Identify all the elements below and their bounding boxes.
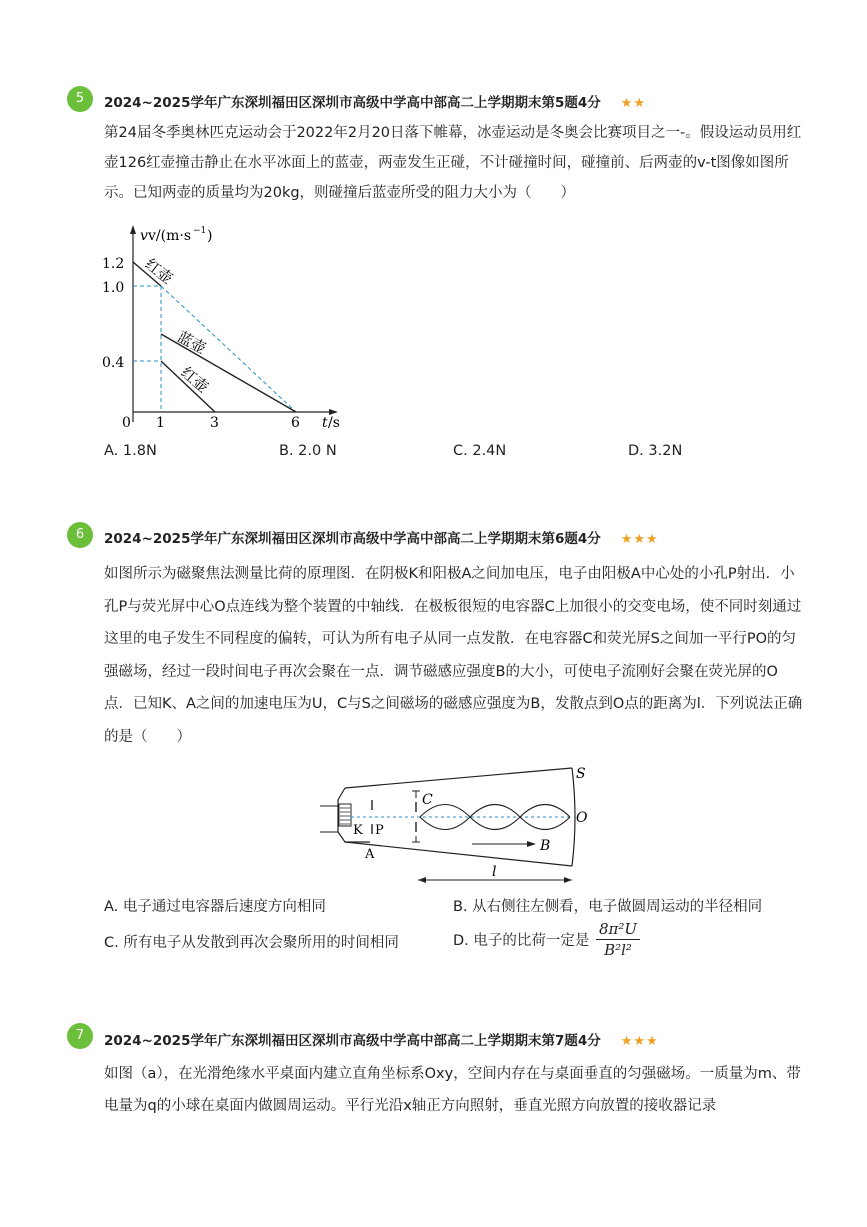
label-P: P xyxy=(375,823,384,838)
question-source: 2024~2025学年广东深圳福田区深圳市高级中学高中部高二上学期期末第5题4分 xyxy=(104,95,601,111)
blue-stone-label: 蓝壶 xyxy=(174,327,210,358)
question-number-badge: 5 xyxy=(67,86,93,112)
question-header xyxy=(104,1029,659,1049)
question-number-badge: 6 xyxy=(67,522,93,548)
y-axis-exponent: −1 xyxy=(193,226,207,236)
vt-graph-figure xyxy=(100,222,350,440)
svg-text:v: v xyxy=(140,228,148,244)
question-text: 如图所示为磁聚焦法测量比荷的原理图．在阴极K和阳极A之间加电压，电子由阳极A中心处的小孔P射出．小孔P与荧光屏中心O点连线为整个装置的中轴线．在极板很短的电容器C上加很小的交变电场，使不同时刻通过这里的电子发生不同程度的偏转，可认为所有电子从同一点发散．在电容器C和荧光屏S之间加一平行PO的匀强磁场，经过一段时间电子再次会聚在一点．调节磁感应强度B的大小，可使电子流刚好会聚在荧光屏的O点．已知K、A之间的加速电压为U，C与S之间磁场的磁感应强度为B，发散点到O点的距离为l．下列说法正确的是（ ） xyxy=(104,566,803,745)
question-number-badge: 7 xyxy=(67,1023,93,1049)
origin-label: 0 xyxy=(122,415,131,431)
label-S: S xyxy=(576,766,586,782)
red-stone-label-2: 红壶 xyxy=(177,363,212,397)
difficulty-stars: ★★ xyxy=(620,96,647,111)
y-axis-label: v/(m·s xyxy=(148,228,191,244)
label-l: l xyxy=(492,864,497,880)
label-C: C xyxy=(422,792,433,808)
option-a[interactable]: A. 电子通过电容器后速度方向相同 xyxy=(104,899,326,915)
question-header xyxy=(104,527,659,547)
y-tick-0.4: 0.4 xyxy=(102,355,125,371)
difficulty-stars: ★★★ xyxy=(620,1034,659,1049)
x-axis-label-unit: /s xyxy=(328,415,340,431)
magnetic-focusing-figure xyxy=(310,762,610,890)
label-K: K xyxy=(353,823,363,838)
option-d[interactable]: D. 3.2N xyxy=(628,443,683,459)
label-A: A xyxy=(365,847,375,862)
question-text: 如图（a），在光滑绝缘水平桌面内建立直角坐标系Oxy，空间内存在与桌面垂直的匀强磁场。一质量为m、带电量为q的小球在桌面内做圆周运动。平行光沿x轴正方向照射，垂直光照方向放置的接收器记录 xyxy=(104,1066,801,1114)
formula-denominator: B²l² xyxy=(604,941,632,959)
option-a[interactable]: A. 1.8N xyxy=(104,443,157,459)
y-axis-close: ) xyxy=(207,228,213,244)
x-tick-6: 6 xyxy=(291,415,300,431)
x-tick-1: 1 xyxy=(156,415,165,431)
label-O: O xyxy=(576,810,588,826)
formula-numerator: 8π²U xyxy=(596,920,640,940)
question-header xyxy=(104,91,646,111)
question-source: 2024~2025学年广东深圳福田区深圳市高级中学高中部高二上学期期末第7题4分 xyxy=(104,1033,601,1049)
charge-mass-formula xyxy=(596,920,640,959)
svg-text:t: t xyxy=(322,415,328,431)
option-c[interactable]: C. 所有电子从发散到再次会聚所用的时间相同 xyxy=(104,935,399,951)
red-stone-label-1: 红壶 xyxy=(141,254,177,288)
y-tick-1.0: 1.0 xyxy=(102,280,125,296)
option-c[interactable]: C. 2.4N xyxy=(453,443,507,459)
option-b[interactable]: B. 从右侧往左侧看，电子做圆周运动的半径相同 xyxy=(453,899,763,915)
question-source: 2024~2025学年广东深圳福田区深圳市高级中学高中部高二上学期期末第6题4分 xyxy=(104,531,601,547)
option-d[interactable] xyxy=(453,920,640,959)
label-B: B xyxy=(540,838,551,854)
question-text: 第24届冬季奥林匹克运动会于2022年2月20日落下帷幕，冰壶运动是冬奥会比赛项目之一-。假设运动员用红壶126红壶撞击静止在水平冰面上的蓝壶，两壶发生正碰，不计碰撞时间，碰撞前、后两壶的v-t图像如图所示。已知两壶的质量均为20kg，则碰撞后蓝壶所受的阻力大小为（ ） xyxy=(104,125,802,201)
option-b[interactable]: B. 2.0 N xyxy=(279,443,337,459)
difficulty-stars: ★★★ xyxy=(620,532,659,547)
x-tick-3: 3 xyxy=(210,415,219,431)
y-tick-1.2: 1.2 xyxy=(102,256,125,272)
option-d-text: D. 电子的比荷一定是 xyxy=(453,933,590,949)
